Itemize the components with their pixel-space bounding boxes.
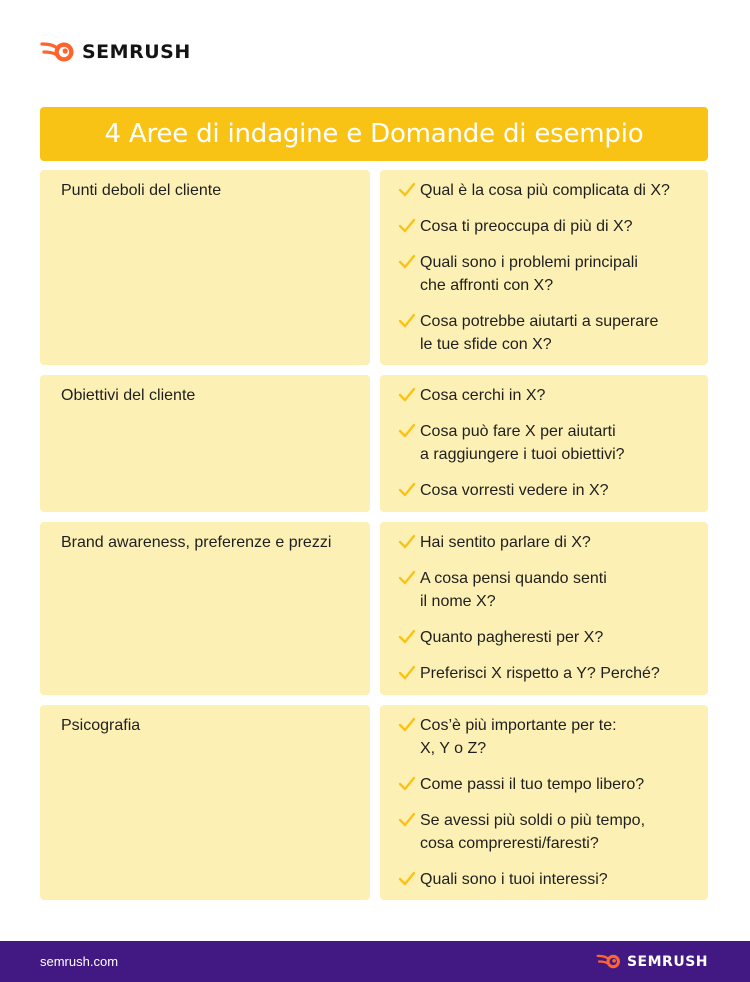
questions-cell bbox=[380, 170, 708, 365]
questions-cell bbox=[380, 522, 708, 695]
question-text: Cosa cerchi in X? bbox=[420, 387, 546, 404]
category-label: Punti deboli del cliente bbox=[61, 182, 222, 199]
check-icon bbox=[398, 871, 420, 887]
check-icon bbox=[398, 629, 420, 645]
check-icon bbox=[398, 482, 420, 498]
table-row bbox=[40, 375, 708, 512]
category-label: Psicografia bbox=[61, 717, 141, 734]
question-list bbox=[398, 714, 698, 904]
list-item bbox=[398, 809, 698, 855]
question-text: Cosa vorresti vedere in X? bbox=[420, 482, 609, 499]
question-text: Qual è la cosa più complicata di X? bbox=[420, 182, 670, 199]
footer-logo bbox=[596, 953, 708, 970]
check-icon bbox=[398, 182, 420, 198]
page-title: 4 Aree di indagine e Domande di esempio bbox=[104, 119, 644, 149]
check-icon bbox=[398, 534, 420, 550]
brand-name: SEMRUSH bbox=[82, 41, 191, 63]
list-item bbox=[398, 773, 698, 796]
list-item bbox=[398, 626, 698, 649]
check-icon bbox=[398, 812, 420, 828]
table-row bbox=[40, 170, 708, 365]
check-icon bbox=[398, 717, 420, 733]
check-icon bbox=[398, 254, 420, 270]
list-item bbox=[398, 567, 698, 613]
list-item bbox=[398, 384, 698, 407]
check-icon bbox=[398, 423, 420, 439]
list-item bbox=[398, 714, 698, 760]
question-text: Se avessi più soldi o più tempo, cosa compreresti/faresti? bbox=[420, 812, 646, 852]
check-icon bbox=[398, 313, 420, 329]
category-label: Obiettivi del cliente bbox=[61, 387, 196, 404]
title-banner bbox=[40, 107, 708, 161]
footer-bar bbox=[0, 941, 750, 982]
question-text: A cosa pensi quando senti il nome X? bbox=[420, 570, 607, 610]
question-text: Hai sentito parlare di X? bbox=[420, 534, 591, 551]
category-cell bbox=[40, 705, 370, 900]
semrush-flame-icon bbox=[596, 953, 622, 970]
question-text: Quanto pagheresti per X? bbox=[420, 629, 604, 646]
question-text: Cosa ti preoccupa di più di X? bbox=[420, 218, 633, 235]
list-item bbox=[398, 251, 698, 297]
question-list bbox=[398, 531, 698, 698]
semrush-flame-icon bbox=[40, 40, 76, 64]
list-item bbox=[398, 420, 698, 466]
list-item bbox=[398, 479, 698, 502]
list-item bbox=[398, 215, 698, 238]
question-text: Quali sono i tuoi interessi? bbox=[420, 871, 608, 888]
check-icon bbox=[398, 776, 420, 792]
footer-url[interactable]: semrush.com bbox=[40, 954, 119, 969]
question-text: Cosa può fare X per aiutarti a raggiungere i tuoi obiettivi? bbox=[420, 423, 625, 463]
category-cell bbox=[40, 375, 370, 512]
check-icon bbox=[398, 665, 420, 681]
list-item bbox=[398, 662, 698, 685]
footer-brand-name: SEMRUSH bbox=[626, 953, 708, 970]
check-icon bbox=[398, 218, 420, 234]
list-item bbox=[398, 179, 698, 202]
category-label: Brand awareness, preferenze e prezzi bbox=[61, 534, 332, 551]
question-list bbox=[398, 179, 698, 369]
list-item bbox=[398, 531, 698, 554]
question-list bbox=[398, 384, 698, 515]
check-icon bbox=[398, 570, 420, 586]
question-text: Cosa potrebbe aiutarti a superare le tue sfide con X? bbox=[420, 313, 659, 353]
list-item bbox=[398, 868, 698, 891]
question-text: Quali sono i problemi principali che affronti con X? bbox=[420, 254, 638, 294]
table-row bbox=[40, 522, 708, 695]
table-row bbox=[40, 705, 708, 900]
question-text: Preferisci X rispetto a Y? Perché? bbox=[420, 665, 660, 682]
list-item bbox=[398, 310, 698, 356]
questions-cell bbox=[380, 705, 708, 900]
semrush-logo bbox=[40, 38, 191, 66]
category-cell bbox=[40, 522, 370, 695]
check-icon bbox=[398, 387, 420, 403]
questions-cell bbox=[380, 375, 708, 512]
category-cell bbox=[40, 170, 370, 365]
question-text: Cos’è più importante per te: X, Y o Z? bbox=[420, 717, 617, 757]
question-text: Come passi il tuo tempo libero? bbox=[420, 776, 645, 793]
